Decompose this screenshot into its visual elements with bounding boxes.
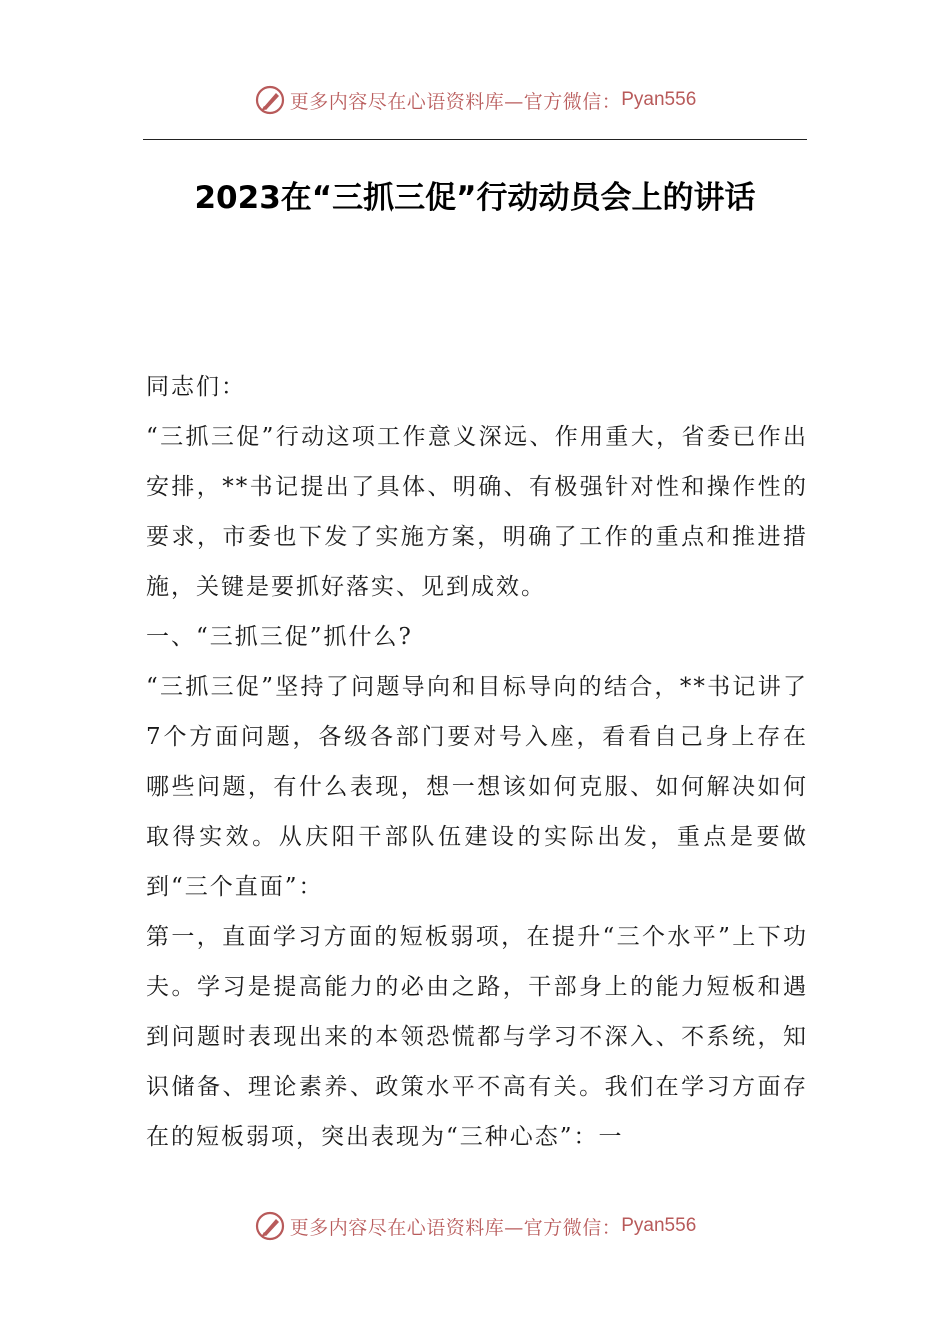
footer-watermark-text: 更多内容尽在心语资料库—官方微信： — [289, 1216, 622, 1239]
header-divider — [143, 139, 807, 140]
pen-logo-icon — [254, 1210, 286, 1242]
footer-watermark — [0, 1210, 950, 1242]
paragraph: “三抓三促”行动这项工作意义深远、作用重大，省委已作出安排，**书记提出了具体、明确、有极强针对性和操作性的要求，市委也下发了实施方案，明确了工作的重点和推进措施，关键是要抓好落实、见到成效。 — [146, 424, 808, 600]
paragraph: 同志们： — [146, 374, 246, 400]
footer-watermark-id: Pyan556 — [621, 1215, 697, 1236]
paragraph: “三抓三促”坚持了问题导向和目标导向的结合，**书记讲了7个方面问题，各级各部门要对号入座，看看自己身上存在哪些问题，有什么表现，想一想该如何克服、如何解决如何取得实效。从庆阳干部队伍建设的实际出发，重点是要做到“三个直面”： — [146, 674, 808, 900]
header-watermark-text: 更多内容尽在心语资料库—官方微信： — [289, 90, 622, 113]
header-watermark-id: Pyan556 — [621, 89, 697, 110]
paragraph: 第一，直面学习方面的短板弱项，在提升“三个水平”上下功夫。学习是提高能力的必由之路，干部身上的能力短板和遇到问题时表现出来的本领恐慌都与学习不深入、不系统，知识储备、理论素养、政策水平不高有关。我们在学习方面存在的短板弱项，突出表现为“三种心态”：一 — [146, 924, 808, 1150]
header-watermark — [0, 84, 950, 116]
paragraph: 一、“三抓三促”抓什么? — [146, 624, 413, 650]
document-title: 2023在“三抓三促”行动动员会上的讲话 — [194, 180, 756, 216]
pen-logo-icon — [254, 84, 286, 116]
document-body — [146, 362, 808, 1162]
